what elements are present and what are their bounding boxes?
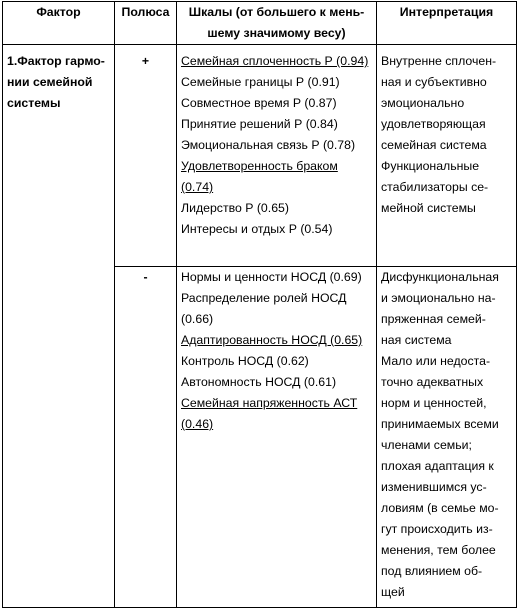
- interpretation-line: точно адекватных: [381, 375, 484, 389]
- scale-item: (0.46): [181, 417, 214, 431]
- interpretation-plus: [377, 45, 517, 267]
- scale-item: Удовлетворенность браком: [181, 159, 338, 173]
- interpretation-line: изменившимся ус-: [381, 480, 487, 494]
- pole-minus-symbol: -: [143, 270, 148, 284]
- interpretation-line: Дисфункциональная: [381, 270, 499, 284]
- interpretation-line: плохая адаптация к: [381, 459, 494, 473]
- interpretation-line: под влиянием об-: [381, 564, 483, 578]
- interpretation-line: эмоционально: [381, 96, 465, 110]
- interpretation-line: Функциональные: [381, 159, 480, 173]
- factor-name-line-3: системы: [7, 96, 61, 110]
- pole-plus-symbol: +: [141, 54, 150, 68]
- interpretation-line: ная и субъективно: [381, 75, 487, 89]
- scale-item: Лидерство Р (0.65): [181, 201, 289, 215]
- scale-item: Нормы и ценности НОСД (0.69): [181, 270, 362, 284]
- scale-item: Интересы и отдых Р (0.54): [181, 222, 333, 236]
- interpretation-line: членами семьи;: [381, 438, 472, 452]
- factor-name-line-1: 1.Фактор гармо-: [7, 54, 105, 68]
- pole-plus: [115, 45, 177, 267]
- scale-item: Адаптированность НОСД (0.65): [181, 333, 363, 347]
- scale-item: Распределение ролей НОСД: [181, 291, 347, 305]
- header-interpretation: Интерпретация: [377, 2, 517, 45]
- interpretation-line: принимаемых всеми: [381, 417, 499, 431]
- scale-item: Контроль НОСД (0.62): [181, 354, 309, 368]
- interpretation-line: менения, тем более: [381, 543, 496, 557]
- scales-plus: [177, 45, 377, 267]
- scales-minus: [177, 267, 377, 608]
- header-scales-line-2: шему значимому весу): [207, 26, 346, 40]
- scale-item: Семейные границы Р (0.91): [181, 75, 340, 89]
- header-factor: Фактор: [3, 2, 115, 45]
- header-poles: Полюса: [115, 2, 177, 45]
- pole-minus: [115, 267, 177, 608]
- interpretation-minus: [377, 267, 517, 608]
- scale-item: Эмоциональная связь Р (0.78): [181, 138, 356, 152]
- scale-item: (0.74): [181, 180, 214, 194]
- interpretation-line: и эмоционально на-: [381, 291, 496, 305]
- interpretation-line: стабилизаторы се-: [381, 180, 489, 194]
- scale-item: Автономность НОСД (0.61): [181, 375, 337, 389]
- interpretation-line: гут происходить из-: [381, 522, 493, 536]
- header-scales-line-1: Шкалы (от большего к мень-: [188, 5, 365, 19]
- scale-item: (0.66): [181, 312, 214, 326]
- interpretation-line: щей: [381, 585, 405, 599]
- table-row-plus: [3, 45, 517, 267]
- interpretation-line: Мало или недоста-: [381, 354, 491, 368]
- factor-table: [2, 1, 517, 608]
- interpretation-line: мейной системы: [381, 201, 476, 215]
- scale-item: Семейная сплоченность Р (0.94): [181, 54, 369, 68]
- interpretation-line: ная система: [381, 333, 452, 347]
- scale-item: Семейная напряженность АСТ: [181, 396, 358, 410]
- header-scales: [177, 2, 377, 45]
- interpretation-line: ловиям (в семье мо-: [381, 501, 499, 515]
- factor-name: [3, 45, 115, 608]
- factor-name-line-2: нии семейной: [7, 75, 93, 89]
- interpretation-line: Внутренне сплочен-: [381, 54, 497, 68]
- interpretation-line: семейная система: [381, 138, 487, 152]
- interpretation-line: удовлетворяющая: [381, 117, 486, 131]
- interpretation-line: норм и ценностей,: [381, 396, 487, 410]
- header-row: [3, 2, 517, 45]
- scale-item: Принятие решений Р (0.84): [181, 117, 338, 131]
- interpretation-line: пряженная семей-: [381, 312, 486, 326]
- scale-item: Совместное время Р (0.87): [181, 96, 337, 110]
